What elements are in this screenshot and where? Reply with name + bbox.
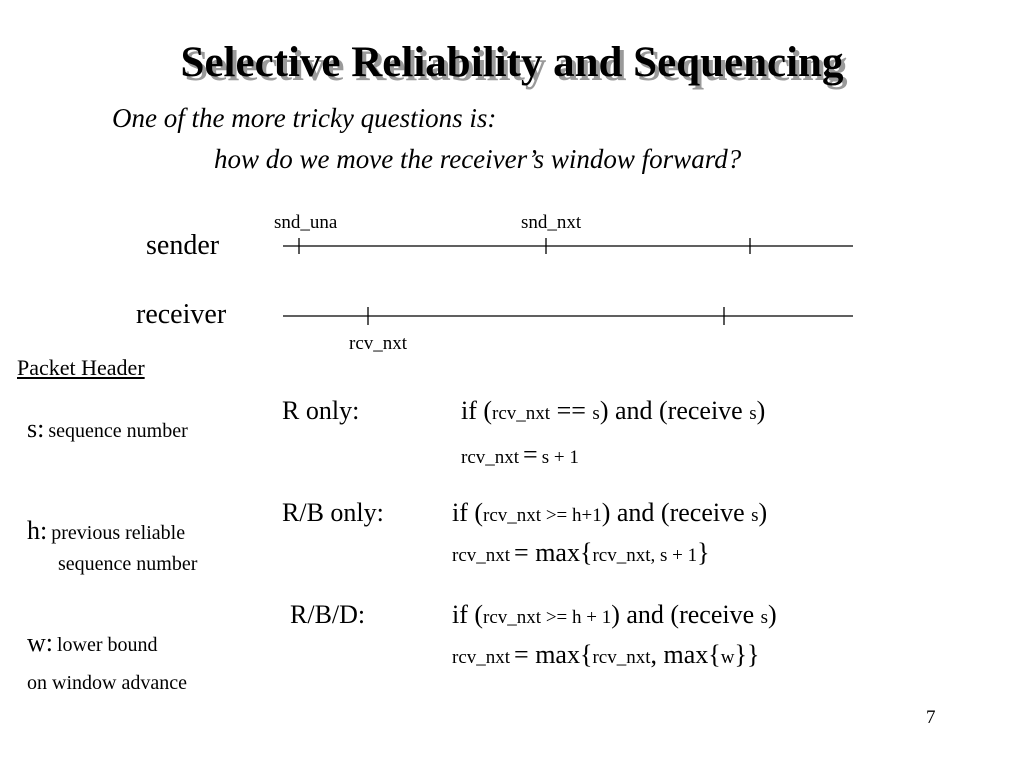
sender-label: sender xyxy=(146,230,220,261)
rule-rb-only-action: rcv_nxt = max{rcv_nxt, s + 1} xyxy=(452,538,710,567)
field-h xyxy=(27,516,185,546)
field-s xyxy=(27,414,188,444)
rule-rbd-label: R/B/D: xyxy=(290,600,366,629)
field-h-desc-line2: sequence number xyxy=(58,553,198,575)
field-w xyxy=(27,628,158,658)
field-h-desc-line1: previous reliable xyxy=(51,522,186,544)
slide-title: Selective Reliability and Sequencing xyxy=(180,39,844,86)
rule-r-only-action: rcv_nxt = s + 1 xyxy=(461,440,579,469)
snd-una-label: snd_una xyxy=(274,212,338,233)
field-s-desc: sequence number xyxy=(48,420,188,442)
receiver-label: receiver xyxy=(136,299,227,330)
field-w-desc-line1: lower bound xyxy=(57,634,158,656)
field-w-desc-line2: on window advance xyxy=(27,672,187,694)
packet-header-title: Packet Header xyxy=(17,355,145,380)
rule-r-only-condition: if (rcv_nxt == s) and (receive s) xyxy=(461,396,766,425)
field-h-symbol: h: xyxy=(27,516,48,545)
question-line-1: One of the more tricky questions is: xyxy=(112,103,497,133)
rule-rbd-condition: if (rcv_nxt >= h + 1) and (receive s) xyxy=(452,600,777,629)
snd-nxt-label: snd_nxt xyxy=(521,212,582,233)
rule-rbd-action: rcv_nxt = max{rcv_nxt, max{w}} xyxy=(452,640,760,669)
rule-rb-only-label: R/B only: xyxy=(282,498,384,527)
field-w-symbol: w: xyxy=(27,628,53,657)
question-line-2: how do we move the receiver’s window forward? xyxy=(214,144,742,174)
rule-r-only-label: R only: xyxy=(282,396,360,425)
rcv-nxt-label: rcv_nxt xyxy=(349,333,408,354)
page-number: 7 xyxy=(926,707,936,728)
rule-rb-only-condition: if (rcv_nxt >= h+1) and (receive s) xyxy=(452,498,768,527)
field-s-symbol: s: xyxy=(27,414,45,443)
